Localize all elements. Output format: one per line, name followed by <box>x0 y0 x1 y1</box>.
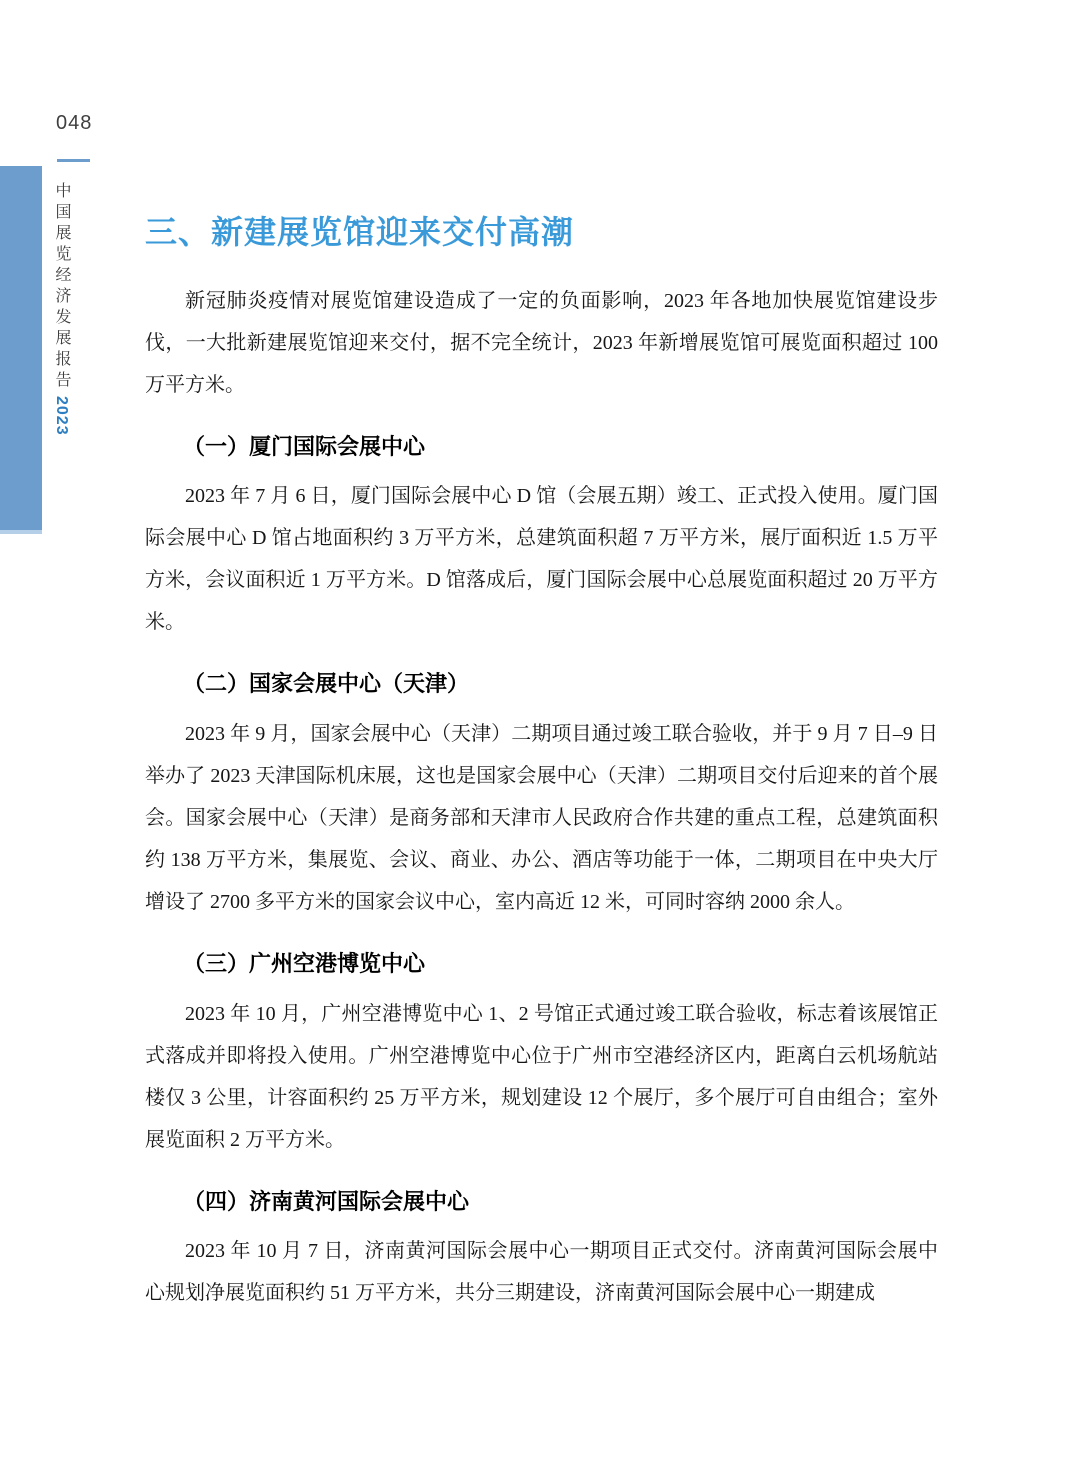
section-title-xiamen: （一）厦门国际会展中心 <box>183 433 426 459</box>
intro-paragraph: 新冠肺炎疫情对展览馆建设造成了一定的负面影响，2023 年各地加快展览馆建设步伐，一大批新建展览馆迎来交付，据不完全统计，2023 年新增展览馆可展览面积超过 100 万平方米。 <box>145 289 938 396</box>
section-paragraph-jinan: 2023 年 10 月 7 日，济南黄河国际会展中心一期项目正式交付。济南黄河国际会展中心规划净展览面积约 51 万平方米，共分三期建设，济南黄河国际会展中心一期建成 <box>145 1240 938 1305</box>
section-paragraph-tianjin: 2023 年 9 月，国家会展中心（天津）二期项目通过竣工联合验收，并于 9 月 7 日–9 日举办了 2023 天津国际机床展，这也是国家会展中心（天津）二期项目交付后迎来的首个展会。国家会展中心（天津）是商务部和天津市人民政府合作共建的重点工程，总建筑面积约 138 万平方米，集展览、会议、商业、办公、酒店等功能于一体，二期项目在中央大厅增设了 2700 多平方米的国家会议中心，室内高近 12 米，可同时容纳 2000 余人。 <box>145 722 938 913</box>
section-paragraph-xiamen: 2023 年 7 月 6 日，厦门国际会展中心 D 馆（会展五期）竣工、正式投入使用。厦门国际会展中心 D 馆占地面积约 3 万平方米，总建筑面积超 7 万平方米，展厅面积近 1.5 万平方米，会议面积近 1 万平方米。D 馆落成后，厦门国际会展中心总展览面积超过 20 万平方米。 <box>145 485 938 634</box>
report-vertical-title <box>50 182 73 436</box>
report-title-year: 2023 <box>53 396 70 436</box>
main-content <box>145 212 938 1314</box>
page-number: 048 <box>56 112 93 134</box>
section-title-tianjin: （二）国家会展中心（天津） <box>183 671 470 697</box>
report-title-text: 中国展览经济发展报告 <box>53 182 70 392</box>
chapter-heading: 三、新建展览馆迎来交付高潮 <box>145 214 575 250</box>
left-margin-band <box>0 166 42 534</box>
section-title-jinan: （四）济南黄河国际会展中心 <box>183 1188 470 1214</box>
page-number-divider <box>57 159 90 162</box>
section-title-guangzhou: （三）广州空港博览中心 <box>183 950 426 976</box>
section-paragraph-guangzhou: 2023 年 10 月，广州空港博览中心 1、2 号馆正式通过竣工联合验收，标志着该展馆正式落成并即将投入使用。广州空港博览中心位于广州市空港经济区内，距离白云机场航站楼仅 3 公里，计容面积约 25 万平方米，规划建设 12 个展厅，多个展厅可自由组合；室外展览面积 2 万平方米。 <box>145 1002 938 1151</box>
